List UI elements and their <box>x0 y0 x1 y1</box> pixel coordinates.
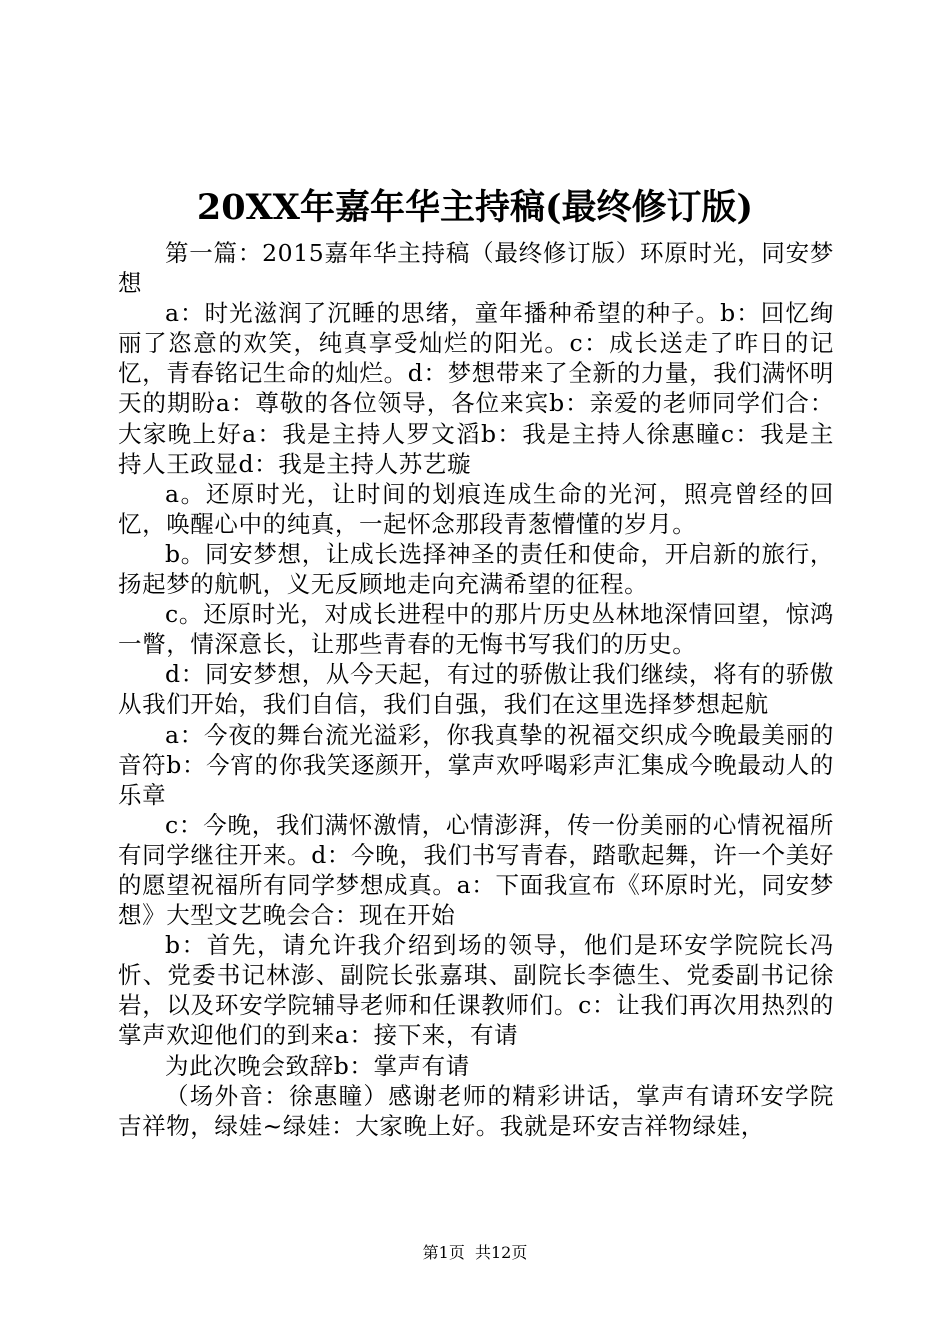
paragraph: a：时光滋润了沉睡的思绪，童年播种希望的种子。b：回忆绚丽了恣意的欢笑，纯真享受灿烂的阳光。c：成长送走了昨日的记忆，青春铭记生命的灿烂。d：梦想带来了全新的力量，我们满怀明天的期盼a：尊敬的各位领导，各位来宾b：亲爱的老师同学们合：大家晚上好a：我是主持人罗文滔b：我是主持人徐惠瞳c：我是主持人王政显d：我是主持人苏艺璇 <box>118 299 834 478</box>
paragraph: c。还原时光，对成长进程中的那片历史丛林地深情回望，惊鸿一瞥，情深意长，让那些青春的无悔书写我们的历史。 <box>118 600 834 659</box>
paragraph: 为此次晚会致辞b：掌声有请 <box>165 1051 470 1080</box>
paragraph: a。还原时光，让时间的划痕连成生命的光河，照亮曾经的回忆，唤醒心中的纯真，一起怀念那段青葱懵懂的岁月。 <box>118 479 834 538</box>
paragraph: （场外音：徐惠瞳）感谢老师的精彩讲话，掌声有请环安学院吉祥物，绿娃~绿娃：大家晚上好。我就是环安吉祥物绿娃， <box>118 1081 834 1140</box>
paragraph: b。同安梦想，让成长选择神圣的责任和使命，开启新的旅行，扬起梦的航帆，义无反顾地走向充满希望的征程。 <box>118 539 834 599</box>
document-title: 20XX年嘉年华主持稿(最终修订版) <box>196 187 754 228</box>
document-body <box>118 238 834 1141</box>
paragraph: c：今晚，我们满怀激情，心情澎湃，传一份美丽的心情祝福所有同学继往开来。d：今晚，我们书写青春，踏歌起舞，许一个美好的愿望祝福所有同学梦想成真。a：下面我宣布《环原时光，同安梦想》大型文艺晚会合：现在开始 <box>118 810 834 930</box>
page-number-footer: 第1页 共12页 <box>422 1243 528 1262</box>
paragraph: a：今夜的舞台流光溢彩，你我真挚的祝福交织成今晚最美丽的音符b：今宵的你我笑逐颜开，掌声欢呼喝彩声汇集成今晚最动人的乐章 <box>118 720 834 809</box>
paragraph: b：首先，请允许我介绍到场的领导，他们是环安学院院长冯忻、党委书记林澎、副院长张嘉琪、副院长李德生、党委副书记徐岩，以及环安学院辅导老师和任课教师们。c：让我们再次用热烈的掌声欢迎他们的到来a：接下来，有请 <box>118 931 834 1050</box>
paragraph: 第一篇：2015嘉年华主持稿（最终修订版）环原时光，同安梦想 <box>118 239 834 298</box>
paragraph: d：同安梦想，从今天起，有过的骄傲让我们继续，将有的骄傲从我们开始，我们自信，我们自强，我们在这里选择梦想起航 <box>118 660 834 719</box>
